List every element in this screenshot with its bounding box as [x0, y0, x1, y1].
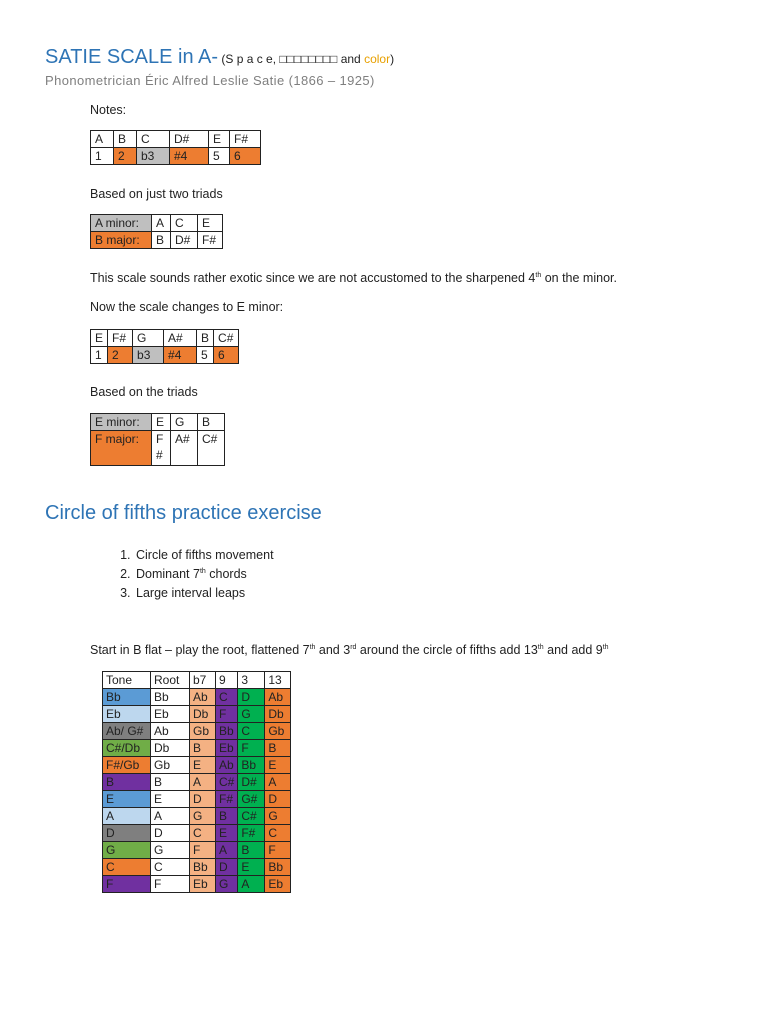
table-cell: F [151, 876, 190, 893]
table-cell: A# [171, 431, 198, 466]
page-subtitle: Phonometrician Éric Alfred Leslie Satie (1866 – 1925) [45, 73, 375, 88]
list-item-text: Dominant 7 [136, 567, 200, 581]
table-cell: Ab [265, 689, 291, 706]
table-cell: 6 [230, 148, 261, 165]
table-cell: E minor: [91, 414, 152, 431]
table-cell: A minor: [91, 215, 152, 232]
table-cell: G [265, 808, 291, 825]
list-item-text: Large interval leaps [136, 586, 246, 600]
instruction-sup: th [602, 643, 609, 651]
table-cell: D# [171, 232, 198, 249]
table-cell: A [103, 808, 151, 825]
table-row [91, 414, 225, 431]
table-cell: b3 [133, 347, 164, 364]
table-cell: Eb [103, 706, 151, 723]
table-cell: C# [214, 330, 239, 347]
table-cell: G [216, 876, 238, 893]
table-cell: Gb [190, 723, 216, 740]
table-row [103, 740, 291, 757]
table-cell: Bb [238, 757, 265, 774]
table-cell: A# [164, 330, 197, 347]
table-row [103, 689, 291, 706]
table-cell: D [216, 859, 238, 876]
exotic-text-sup: th [535, 271, 542, 279]
table-cell: B [103, 774, 151, 791]
table-cell: G [171, 414, 198, 431]
instruction-sup: th [537, 643, 544, 651]
table-cell: B [265, 740, 291, 757]
table-row [91, 347, 239, 364]
table-row [103, 808, 291, 825]
table-row [103, 859, 291, 876]
list-item [134, 565, 274, 584]
table-cell: Gb [151, 757, 190, 774]
notes-table [90, 130, 261, 165]
list-item [134, 584, 274, 603]
table-cell: F major: [91, 431, 152, 466]
column-header: 9 [216, 672, 238, 689]
table-row [103, 723, 291, 740]
table-cell: B [190, 740, 216, 757]
table-row [103, 774, 291, 791]
table-cell: Db [190, 706, 216, 723]
table-cell: Eb [190, 876, 216, 893]
table-cell: Bb [265, 859, 291, 876]
table-cell: Bb [151, 689, 190, 706]
title-suffix-boxes: □□□□□□□□ [279, 52, 338, 66]
table-cell: B major: [91, 232, 152, 249]
table-cell: F# [216, 791, 238, 808]
table-cell: Bb [216, 723, 238, 740]
table-row [103, 791, 291, 808]
table-cell: C [265, 825, 291, 842]
table-cell: B [238, 842, 265, 859]
table-cell: F # [152, 431, 171, 466]
triads-table [90, 214, 223, 249]
change-text: Now the scale changes to E minor: [90, 300, 284, 314]
table-cell: B [197, 330, 214, 347]
table-cell: Eb [151, 706, 190, 723]
table-cell: Bb [103, 689, 151, 706]
table-cell: 1 [91, 347, 108, 364]
table-cell: B [114, 131, 137, 148]
table-cell: A [152, 215, 171, 232]
list-item-text: Circle of fifths movement [136, 548, 274, 562]
title-suffix-open: (S p a c e, [218, 52, 280, 66]
table-cell: G [133, 330, 164, 347]
table-cell: D [103, 825, 151, 842]
table-cell: G [151, 842, 190, 859]
table-cell: C [137, 131, 170, 148]
table-cell: F#/Gb [103, 757, 151, 774]
instruction-text [90, 643, 609, 657]
exercise-list [120, 546, 274, 603]
table-cell: E [216, 825, 238, 842]
table-cell: F [103, 876, 151, 893]
column-header: Tone [103, 672, 151, 689]
table-row [103, 825, 291, 842]
table-row [103, 876, 291, 893]
table-cell: Bb [190, 859, 216, 876]
table-cell: Db [265, 706, 291, 723]
table-cell: B [151, 774, 190, 791]
table-cell: F [190, 842, 216, 859]
list-item-post: chords [205, 567, 247, 581]
table-cell: #4 [170, 148, 209, 165]
instruction-part: Start in B flat – play the root, flattened 7 [90, 643, 310, 657]
instruction-part: and 3 [315, 643, 351, 657]
table-cell: C [151, 859, 190, 876]
table-cell: Gb [265, 723, 291, 740]
triads2-table [90, 413, 225, 466]
table-cell: G [190, 808, 216, 825]
table-cell: F# [198, 232, 223, 249]
table-row [91, 232, 223, 249]
e-scale-table [90, 329, 239, 364]
title-suffix-close: ) [390, 52, 395, 66]
column-header: 3 [238, 672, 265, 689]
table-row [91, 148, 261, 165]
table-cell: C [103, 859, 151, 876]
title-suffix-color: color [364, 52, 391, 66]
table-cell: D [238, 689, 265, 706]
column-header: b7 [190, 672, 216, 689]
table-cell: Ab [151, 723, 190, 740]
table-cell: B [152, 232, 171, 249]
table-cell: F [265, 842, 291, 859]
table-cell: 2 [108, 347, 133, 364]
table-row [91, 330, 239, 347]
table-cell: G# [238, 791, 265, 808]
column-header: Root [151, 672, 190, 689]
table-cell: E [91, 330, 108, 347]
table-cell: G [238, 706, 265, 723]
table-cell: E [209, 131, 230, 148]
table-cell: 2 [114, 148, 137, 165]
column-header: 13 [265, 672, 291, 689]
table-row [91, 215, 223, 232]
table-cell: E [238, 859, 265, 876]
exotic-text [90, 271, 617, 285]
triads-label: Based on just two triads [90, 187, 223, 201]
table-row [103, 757, 291, 774]
title-text: SATIE SCALE in A- [45, 46, 219, 68]
table-cell: D# [170, 131, 209, 148]
table-cell: A [190, 774, 216, 791]
instruction-sup: th [309, 643, 316, 651]
table-cell: D# [238, 774, 265, 791]
table-cell: G [103, 842, 151, 859]
table-cell: b3 [137, 148, 170, 165]
table-cell: A [151, 808, 190, 825]
table-cell: C [171, 215, 198, 232]
notes-label: Notes: [90, 103, 127, 117]
page-title [45, 46, 394, 69]
table-cell: E [103, 791, 151, 808]
table-cell: Ab/ G# [103, 723, 151, 740]
table-cell: B [216, 808, 238, 825]
table-cell: C# [198, 431, 225, 466]
table-row [91, 131, 261, 148]
table-cell: 1 [91, 148, 114, 165]
table-cell: B [198, 414, 225, 431]
table-cell: F# [108, 330, 133, 347]
table-cell: C [190, 825, 216, 842]
table-header-row [103, 672, 291, 689]
table-cell: Db [151, 740, 190, 757]
table-cell: F# [230, 131, 261, 148]
title-suffix-and: and [337, 52, 365, 66]
table-cell: E [151, 791, 190, 808]
section-heading: Circle of fifths practice exercise [45, 502, 322, 524]
table-cell: A [91, 131, 114, 148]
table-cell: A [238, 876, 265, 893]
table-cell: D [265, 791, 291, 808]
title-suffix [218, 52, 394, 66]
table-cell: A [216, 842, 238, 859]
table-cell: 6 [214, 347, 239, 364]
table-cell: 5 [209, 148, 230, 165]
table-row [103, 706, 291, 723]
circle-of-fifths-table [102, 671, 291, 893]
table-cell: C# [216, 774, 238, 791]
table-cell: F# [238, 825, 265, 842]
table-cell: Eb [216, 740, 238, 757]
table-cell: Eb [265, 876, 291, 893]
table-cell: C# [238, 808, 265, 825]
table-cell: C [216, 689, 238, 706]
exotic-text-end: on the minor. [541, 271, 617, 285]
list-item [134, 546, 274, 565]
instruction-part: and add 9 [543, 643, 603, 657]
table-cell: D [151, 825, 190, 842]
table-cell: D [190, 791, 216, 808]
table-cell: C [238, 723, 265, 740]
triads2-label: Based on the triads [90, 385, 198, 399]
table-cell: F [238, 740, 265, 757]
table-cell: E [152, 414, 171, 431]
table-cell: Ab [216, 757, 238, 774]
table-cell: Ab [190, 689, 216, 706]
instruction-part: around the circle of fifths add 13 [356, 643, 538, 657]
table-cell: C#/Db [103, 740, 151, 757]
table-row [91, 431, 225, 466]
table-cell: 5 [197, 347, 214, 364]
table-row [103, 842, 291, 859]
table-cell: E [265, 757, 291, 774]
table-cell: F [216, 706, 238, 723]
table-cell: E [190, 757, 216, 774]
exotic-text-main: This scale sounds rather exotic since we are not accustomed to the sharpened 4 [90, 271, 536, 285]
list-item-sup: th [199, 567, 206, 575]
instruction-sup: rd [350, 643, 357, 651]
table-cell: #4 [164, 347, 197, 364]
table-cell: E [198, 215, 223, 232]
table-cell: A [265, 774, 291, 791]
